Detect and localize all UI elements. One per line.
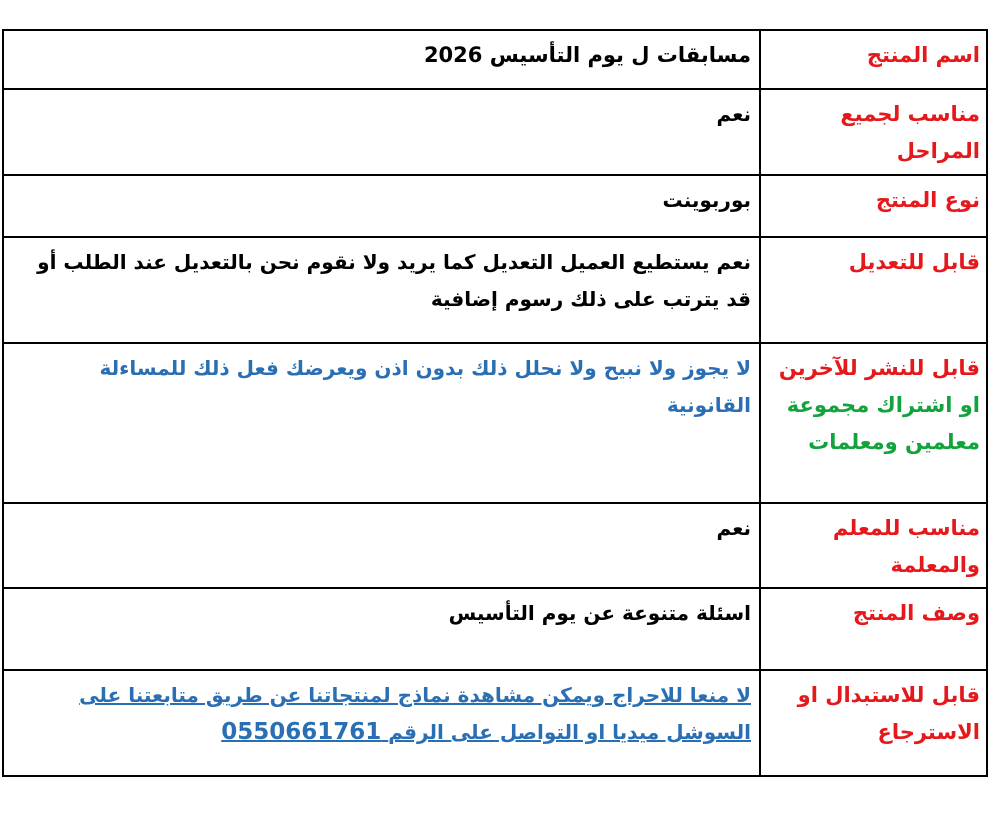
returns-value[interactable] xyxy=(4,671,759,775)
editable-value: نعم يستطيع العميل التعديل كما يريد ولا نقوم نحن بالتعديل عند الطلب أو قد يترتب على ذلك رسوم إضافية xyxy=(37,250,751,311)
product-name-value: مسابقات ل يوم التأسيس 2026 xyxy=(423,43,751,67)
table-row-description xyxy=(4,589,988,671)
table-row-sharing xyxy=(4,344,988,504)
table-row-product-name xyxy=(4,31,988,90)
editable-label: قابل للتعديل xyxy=(759,238,988,342)
all-stages-label: مناسب لجميع المراحل xyxy=(759,90,988,174)
teacher-value: نعم xyxy=(716,516,751,540)
sharing-value: لا يجوز ولا نبيح ولا نحلل ذلك بدون اذن ويعرضك فعل ذلك للمساءلة القانونية xyxy=(99,356,751,417)
sharing-label-green: او اشتراك مجموعة معلمين ومعلمات xyxy=(786,393,980,454)
returns-text[interactable]: لا منعا للاحراج ويمكن مشاهدة نماذج لمنتجاتنا عن طريق متابعتنا على السوشل ميديا او التواصل على الرقم xyxy=(79,683,751,744)
table-row-product-type xyxy=(4,176,988,238)
table-row-all-stages xyxy=(4,90,988,176)
table-row-teacher xyxy=(4,504,988,589)
product-type-label: نوع المنتج xyxy=(759,176,988,236)
sharing-label xyxy=(759,344,988,502)
product-name-label: اسم المنتج xyxy=(759,31,988,88)
teacher-label: مناسب للمعلم والمعلمة xyxy=(759,504,988,587)
table-row-returns xyxy=(4,671,988,777)
table-row-editable xyxy=(4,238,988,344)
description-value: اسئلة متنوعة عن يوم التأسيس xyxy=(448,601,751,625)
product-info-table xyxy=(2,29,988,777)
product-type-value: بوربوينت xyxy=(662,188,751,212)
phone-number[interactable]: 0550661761 xyxy=(221,719,382,745)
description-label: وصف المنتج xyxy=(759,589,988,669)
all-stages-value: نعم xyxy=(716,102,751,126)
sharing-label-red: قابل للنشر للآخرين xyxy=(778,356,980,380)
returns-label: قابل للاستبدال او الاسترجاع xyxy=(759,671,988,775)
